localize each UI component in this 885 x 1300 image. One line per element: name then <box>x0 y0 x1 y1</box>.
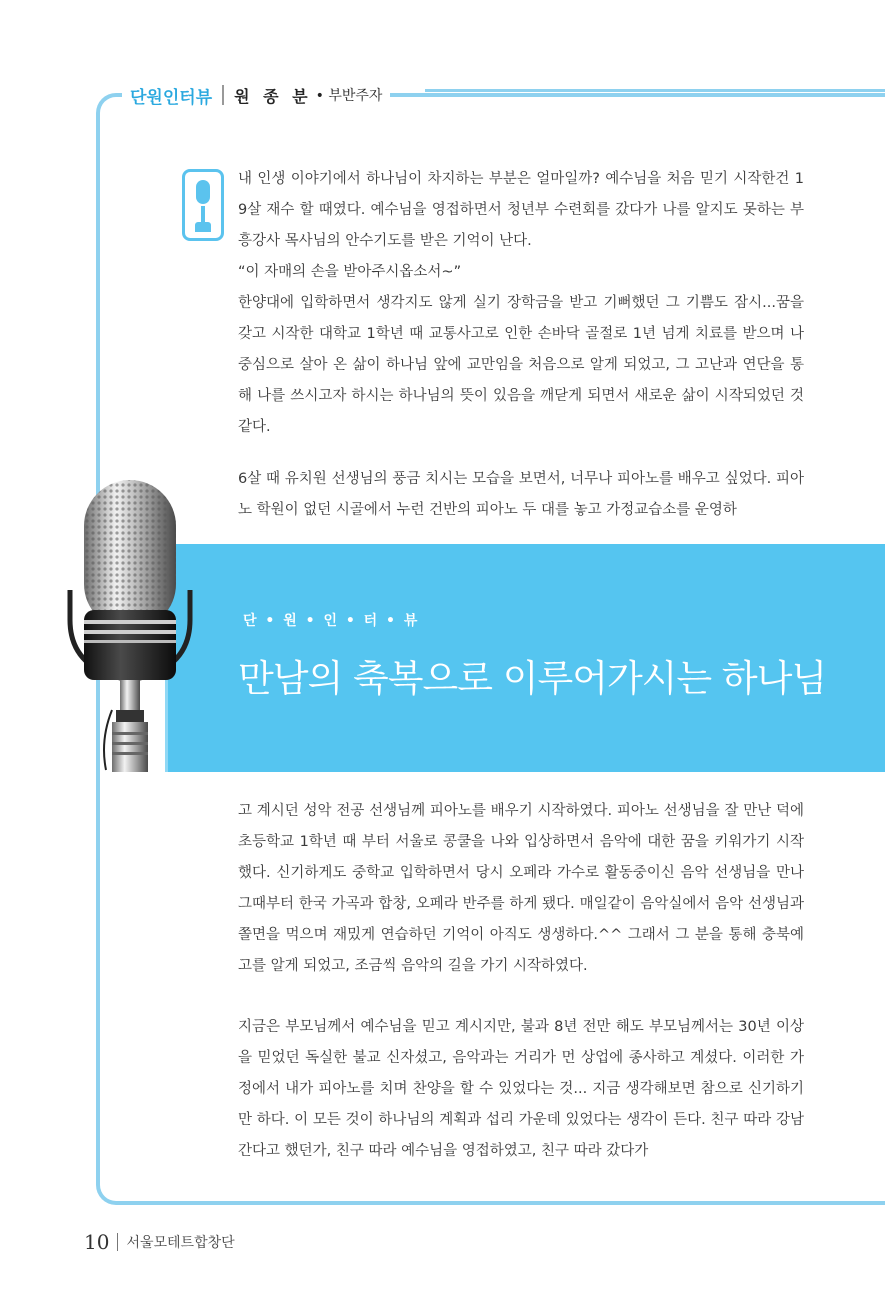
paragraph-text: 내 인생 이야기에서 하나님이 차지하는 부분은 얼마일까? 예수님을 처음 믿기 시작한건 19살 재수 할 때였다. 예수님을 영접하면서 청년부 수련회를 갔다가 나를 알지도 못하는 부흥강사 목사님의 안수기도를 받은 기억이 난다. <box>238 171 804 249</box>
vintage-microphone-icon <box>60 470 200 780</box>
header-divider <box>222 85 224 105</box>
paragraph-text: 한양대에 입학하면서 생각지도 않게 실기 장학금을 받고 기뻐했던 그 기쁨도 잠시...꿈을 갖고 시작한 대학교 1학년 때 교통사고로 인한 손바닥 골절로 1년 넘게 치료를 받으며 나 중심으로 살아 온 삶이 하나님 앞에 교만임을 처음으로 알게 되었고, 그 고난과 연단을 통해 나를 쓰시고자 하시는 하나님의 뜻이 있음을 깨닫게 되면서 새로운 삶이 시작되었던 것같다. <box>238 295 804 435</box>
interviewee-role: • 부반주자 <box>315 88 383 104</box>
header-rule <box>425 89 885 101</box>
microphone-icon-stem <box>201 206 205 222</box>
interviewee-name: 원 종 분 <box>234 86 312 106</box>
publication-name: 서울모테트합창단 <box>126 1235 235 1251</box>
section-label: 단원인터뷰 <box>130 87 213 108</box>
quote-text: “이 자매의 손을 받아주시옵소서~” <box>238 264 462 280</box>
banner-kicker: 단 • 원 • 인 • 터 • 뷰 <box>243 613 420 629</box>
article-paragraph-2: 6살 때 유치원 선생님의 풍금 치시는 모습을 보면서, 너무나 피아노를 배우고 싶었다. 피아노 학원이 없던 시골에서 누런 건반의 피아노 두 대를 놓고 가정교습소를 운영하 <box>238 471 804 518</box>
article-paragraph-3: 고 계시던 성악 전공 선생님께 피아노를 배우기 시작하였다. 피아노 선생님을 잘 만난 덕에 초등학교 1학년 때 부터 서울로 콩쿨을 나와 입상하면서 음악에 대한 꿈을 키워가기 시작했다. 신기하게도 중학교 입학하면서 당시 오페라 가수로 활동중이신 음악 선생님을 만나 그때부터 한국 가곡과 합창, 오페라 반주를 하게 됐다. 매일같이 음악실에서 음악 선생님과 쫄면을 먹으며 재밌게 연습하던 기억이 아직도 생생하다.^^ 그래서 그 분을 통해 충북예고를 알게 되었고, 조금씩 음악의 길을 가기 시작하였다. <box>238 803 804 974</box>
section-header <box>122 80 390 110</box>
microphone-icon <box>182 169 224 241</box>
microphone-icon-base <box>195 222 211 232</box>
article-title: 만남의 축복으로 이루어가시는 하나님 <box>238 657 827 700</box>
page-footer <box>84 1230 235 1254</box>
article-paragraph-1 <box>238 164 804 443</box>
footer-divider <box>117 1233 118 1251</box>
page-number: 10 <box>84 1230 110 1254</box>
article-paragraph-4: 지금은 부모님께서 예수님을 믿고 계시지만, 불과 8년 전만 해도 부모님께서는 30년 이상을 믿었던 독실한 불교 신자셨고, 음악과는 거리가 먼 상업에 종사하고 계셨다. 이러한 가정에서 내가 피아노를 치며 찬양을 할 수 있었다는 것... 지금 생각해보면 참으로 신기하기만 하다. 이 모든 것이 하나님의 계획과 섭리 가운데 있었다는 생각이 든다. 친구 따라 강남 간다고 했던가, 친구 따라 예수님을 영접하였고, 친구 따라 갔다가 <box>238 1019 804 1159</box>
microphone-icon-head <box>196 180 210 204</box>
